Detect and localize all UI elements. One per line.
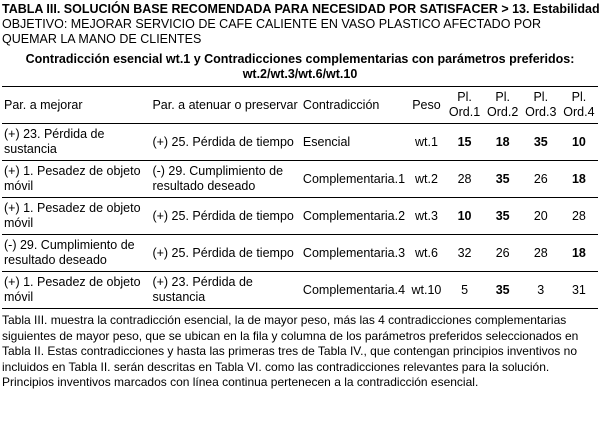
cell-ord2: 18	[484, 124, 522, 161]
table-row	[2, 272, 598, 309]
contradictions-table	[2, 86, 598, 309]
cell-ord3: 3	[522, 272, 560, 309]
table-subtitle	[2, 52, 598, 82]
cell-ord1: 15	[446, 124, 484, 161]
cell-ord1: 32	[446, 235, 484, 272]
cell-ord2: 26	[484, 235, 522, 272]
cell-ord2: 35	[484, 161, 522, 198]
table-row	[2, 235, 598, 272]
cell-contradiccion: Complementaria.1	[301, 161, 407, 198]
cell-par-atenuar: (+) 25. Pérdida de tiempo	[150, 124, 300, 161]
header-ord4: Pl. Ord.4	[560, 87, 598, 124]
subtitle-line-1: Contradicción esencial wt.1 y Contradicciones complementarias con parámetros preferidos:	[25, 52, 575, 66]
cell-peso: wt.6	[407, 235, 445, 272]
cell-par-mejorar: (+) 1. Pesadez de objeto móvil	[2, 272, 150, 309]
cell-ord4: 31	[560, 272, 598, 309]
header-contradiccion: Contradicción	[301, 87, 407, 124]
cell-ord4: 18	[560, 161, 598, 198]
header-ord2: Pl. Ord.2	[484, 87, 522, 124]
cell-par-atenuar: (+) 25. Pérdida de tiempo	[150, 198, 300, 235]
table-row	[2, 198, 598, 235]
cell-contradiccion: Complementaria.3	[301, 235, 407, 272]
cell-contradiccion: Complementaria.2	[301, 198, 407, 235]
header-ord3: Pl. Ord.3	[522, 87, 560, 124]
cell-contradiccion: Complementaria.4	[301, 272, 407, 309]
cell-ord4: 10	[560, 124, 598, 161]
table-row	[2, 161, 598, 198]
cell-par-atenuar: (-) 29. Cumplimiento de resultado deseado	[150, 161, 300, 198]
cell-ord3: 20	[522, 198, 560, 235]
header-par-mejorar: Par. a mejorar	[2, 87, 150, 124]
subtitle-line-2: wt.2/wt.3/wt.6/wt.10	[242, 67, 358, 81]
cell-peso: wt.1	[407, 124, 445, 161]
header-peso: Peso	[407, 87, 445, 124]
cell-ord3: 26	[522, 161, 560, 198]
cell-par-mejorar: (-) 29. Cumplimiento de resultado deseado	[2, 235, 150, 272]
cell-ord1: 10	[446, 198, 484, 235]
cell-ord2: 35	[484, 198, 522, 235]
header-ord1: Pl. Ord.1	[446, 87, 484, 124]
cell-peso: wt.3	[407, 198, 445, 235]
cell-ord3: 35	[522, 124, 560, 161]
header-par-atenuar: Par. a atenuar o preservar	[150, 87, 300, 124]
cell-peso: wt.10	[407, 272, 445, 309]
objective-text: OBJETIVO: MEJORAR SERVICIO DE CAFE CALIENTE EN VASO PLASTICO AFECTADO POR QUEMAR LA MANO DE CLIENTES	[2, 17, 541, 46]
cell-par-mejorar: (+) 1. Pesadez de objeto móvil	[2, 161, 150, 198]
cell-ord2: 35	[484, 272, 522, 309]
cell-peso: wt.2	[407, 161, 445, 198]
table-row	[2, 124, 598, 161]
cell-par-mejorar: (+) 1. Pesadez de objeto móvil	[2, 198, 150, 235]
cell-ord3: 28	[522, 235, 560, 272]
cell-par-atenuar: (+) 25. Pérdida de tiempo	[150, 235, 300, 272]
cell-ord4: 28	[560, 198, 598, 235]
table-title: TABLA III. SOLUCIÓN BASE RECOMENDADA PARA NECESIDAD POR SATISFACER > 13. Estabilidad	[2, 2, 600, 16]
cell-ord1: 28	[446, 161, 484, 198]
cell-ord1: 5	[446, 272, 484, 309]
table-note: Tabla III. muestra la contradicción esencial, la de mayor peso, más las 4 contradicciones complementarias siguientes de mayor peso, que se ubican en la fila y columna de los parámetros preferidos seleccionados en Tabla II. Estas contradicciones y hasta las primeras tres de Tabla IV., que contengan principios inventivos no incluidos en Tabla II. serán descritas en Tabla VI. como las contradicciones relevantes para la solución. Principios inventivos marcados con línea continua pertenecen a la contradicción esencial.	[2, 313, 579, 390]
cell-contradiccion: Esencial	[301, 124, 407, 161]
cell-par-atenuar: (+) 23. Pérdida de sustancia	[150, 272, 300, 309]
header-row	[2, 87, 598, 124]
cell-ord4: 18	[560, 235, 598, 272]
cell-par-mejorar: (+) 23. Pérdida de sustancia	[2, 124, 150, 161]
